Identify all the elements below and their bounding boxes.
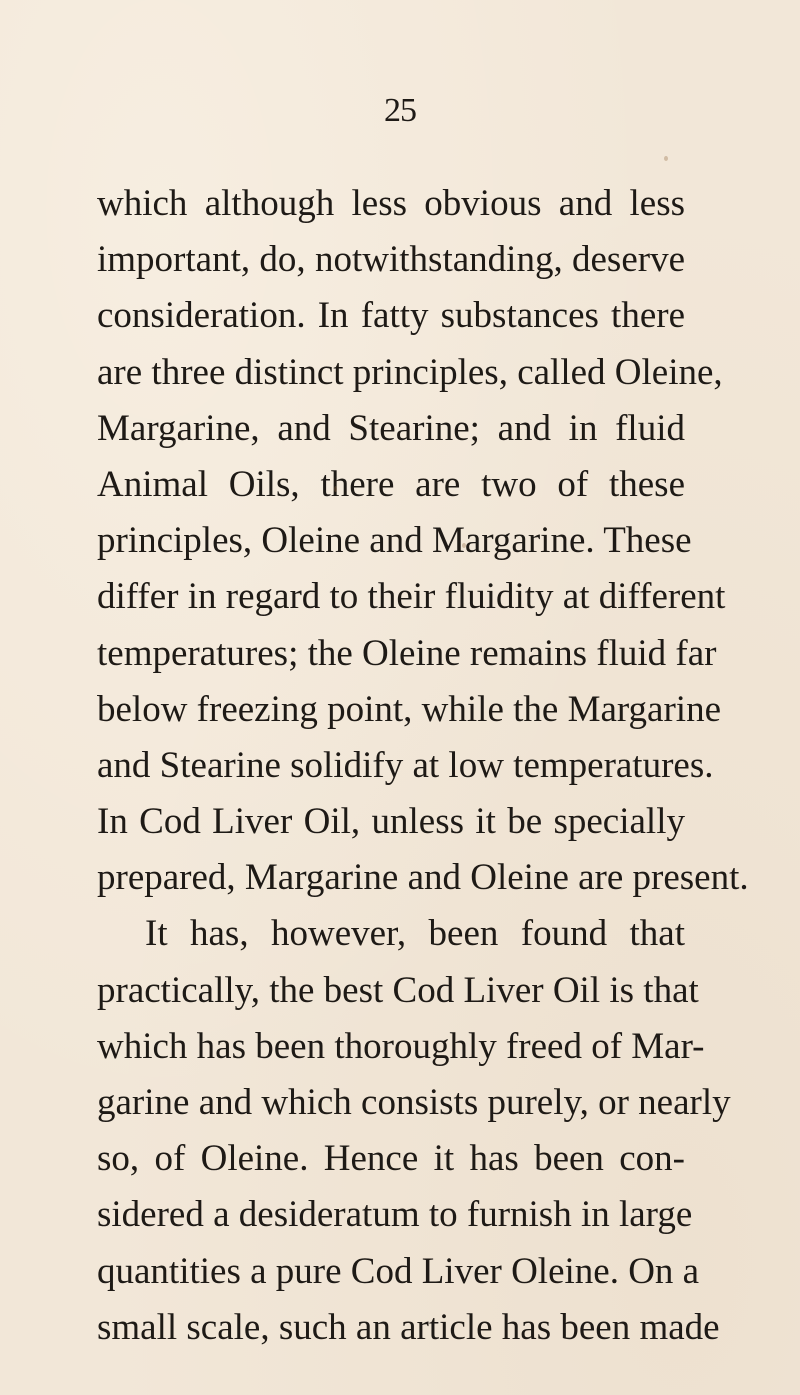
text-line: In Cod Liver Oil, unless it be specially bbox=[97, 801, 685, 843]
text-line: Margarine, and Stearine; and in fluid bbox=[97, 407, 685, 449]
text-line: small scale, such an article has been made bbox=[97, 1306, 720, 1348]
text-line: garine and which consists purely, or nearly bbox=[97, 1082, 731, 1123]
text-line: differ in regard to their fluidity at different bbox=[97, 576, 726, 618]
text-line: quantities a pure Cod Liver Oleine. On a bbox=[97, 1250, 700, 1292]
text-line: practically, the best Cod Liver Oil is that bbox=[97, 969, 699, 1011]
body-text bbox=[97, 176, 749, 1356]
text-line: below freezing point, while the Margarine bbox=[97, 688, 721, 730]
text-line: so, of Oleine. Hence it has been con- bbox=[97, 1138, 685, 1180]
text-line: sidered a desideratum to furnish in large bbox=[97, 1194, 693, 1236]
text-line: which has been thoroughly freed of Mar- bbox=[97, 1025, 705, 1067]
paper-speck bbox=[334, 486, 337, 492]
text-line: Animal Oils, there are two of these bbox=[97, 463, 685, 505]
paper-speck bbox=[664, 156, 668, 161]
text-line: and Stearine solidify at low temperatures. bbox=[97, 744, 714, 786]
text-line: which although less obvious and less bbox=[97, 183, 685, 224]
text-line: temperatures; the Oleine remains fluid far bbox=[97, 632, 717, 674]
text-line: consideration. In fatty substances there bbox=[97, 295, 685, 337]
text-line: are three distinct principles, called Oleine, bbox=[97, 351, 723, 393]
page-number: 25 bbox=[384, 92, 416, 129]
text-line: prepared, Margarine and Oleine are present. bbox=[97, 857, 749, 899]
text-line-paragraph-start: It has, however, been found that bbox=[145, 913, 685, 955]
text-line: principles, Oleine and Margarine. These bbox=[97, 520, 692, 562]
text-line: important, do, notwithstanding, deserve bbox=[97, 239, 685, 281]
paper-speck bbox=[462, 543, 466, 548]
